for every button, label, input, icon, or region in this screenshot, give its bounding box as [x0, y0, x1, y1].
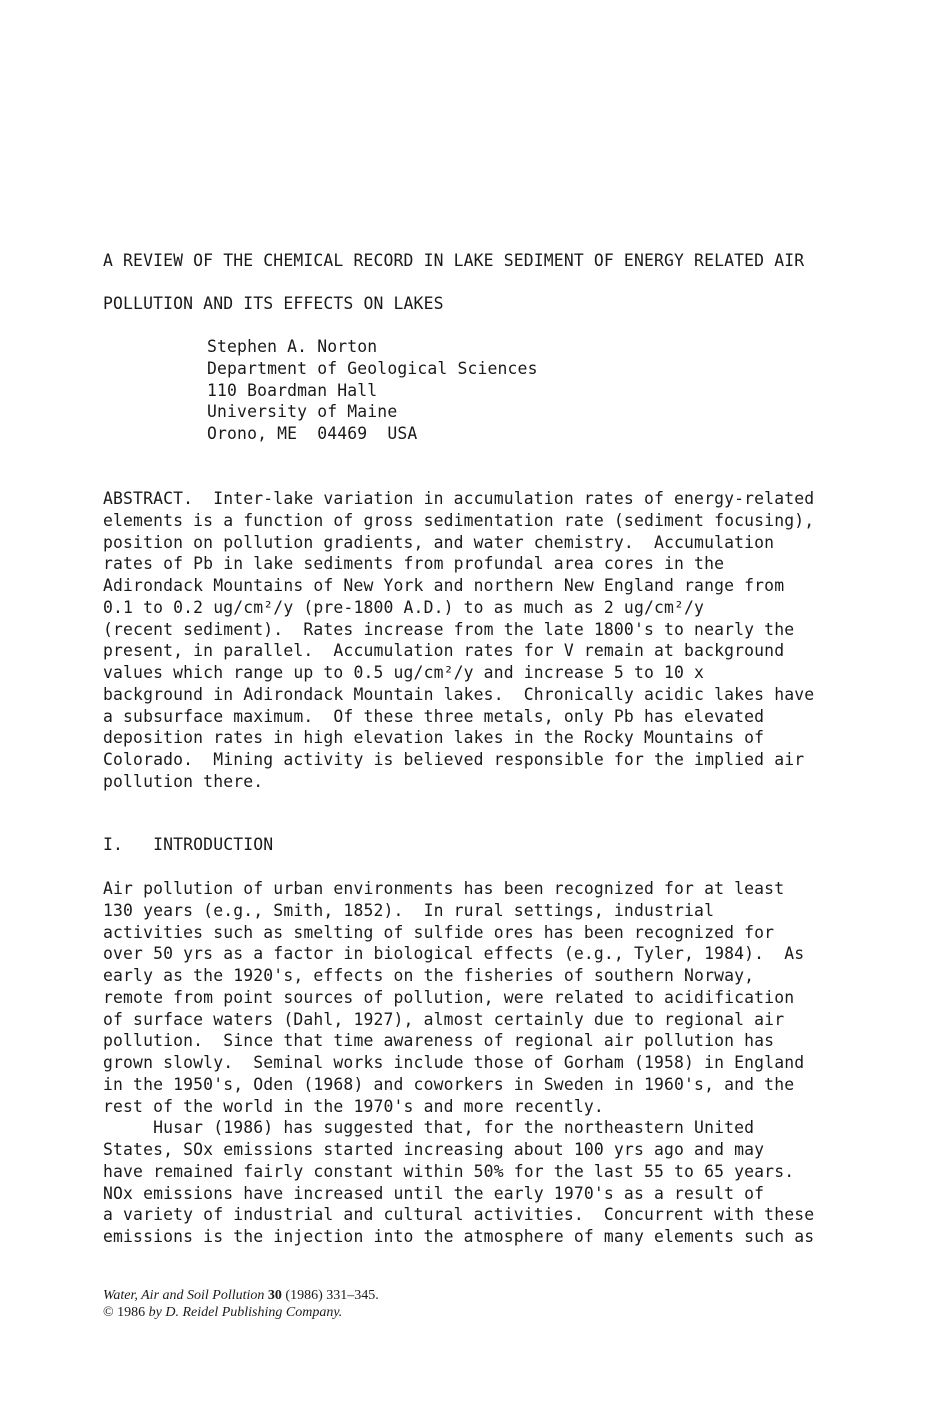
- abstract-line: Colorado. Mining activity is believed responsible for the implied air: [103, 750, 805, 769]
- abstract-line: elements is a function of gross sedimentation rate (sediment focusing),: [103, 510, 815, 530]
- abstract-line: 0.1 to 0.2 ug/cm²/y (pre-1800 A.D.) to as much as 2 ug/cm²/y: [103, 597, 705, 617]
- copyright-year: 1986: [117, 1305, 146, 1320]
- author-university: University of Maine: [207, 402, 398, 422]
- journal-citation: [103, 1287, 603, 1304]
- journal-volume: 30: [267, 1288, 282, 1303]
- copyright-symbol: ©: [103, 1305, 114, 1320]
- title-line: A REVIEW OF THE CHEMICAL RECORD IN LAKE SEDIMENT OF ENERGY RELATED AIR: [103, 250, 805, 270]
- paper-title: [103, 228, 863, 336]
- abstract-line: Adirondack Mountains of New York and northern New England range from: [103, 576, 785, 595]
- abstract-line: values which range up to 0.5 ug/cm²/y and increase 5 to 10 x: [103, 663, 705, 682]
- author-block: [207, 336, 707, 445]
- intro-line: in the 1950's, Oden (1968) and coworkers in Sweden in 1960's, and the: [103, 1074, 795, 1094]
- abstract-line: pollution there.: [103, 771, 264, 791]
- intro-line: of surface waters (Dahl, 1927), almost certainly due to regional air: [103, 1009, 785, 1029]
- intro-line: NOx emissions have increased until the early 1970's as a result of: [103, 1183, 765, 1203]
- abstract-line: ABSTRACT. Inter-lake variation in accumulation rates of energy-related: [103, 489, 815, 508]
- title-line: POLLUTION AND ITS EFFECTS ON LAKES: [103, 293, 444, 313]
- intro-line: States, SOx emissions started increasing about 100 yrs ago and may: [103, 1140, 765, 1159]
- journal-name: Water, Air and Soil Pollution: [103, 1288, 265, 1303]
- intro-line: remote from point sources of pollution, were related to acidification: [103, 987, 795, 1007]
- introduction-body: [103, 878, 863, 1248]
- intro-line: have remained fairly constant within 50% for the last 55 to 65 years.: [103, 1161, 795, 1181]
- author-name: Stephen A. Norton: [207, 337, 378, 356]
- intro-line: early as the 1920's, effects on the fisheries of southern Norway,: [103, 966, 755, 985]
- author-city: Orono, ME 04469 USA: [207, 424, 418, 444]
- intro-line: a variety of industrial and cultural activities. Concurrent with these: [103, 1205, 815, 1225]
- author-department: Department of Geological Sciences: [207, 358, 538, 378]
- intro-line: 130 years (e.g., Smith, 1852). In rural settings, industrial: [103, 900, 715, 920]
- abstract: [103, 488, 863, 793]
- publisher-name: by D. Reidel Publishing Company.: [148, 1305, 343, 1320]
- intro-line: grown slowly. Seminal works include those of Gorham (1958) in England: [103, 1053, 805, 1072]
- abstract-line: rates of Pb in lake sediments from profundal area cores in the: [103, 554, 725, 574]
- abstract-line: background in Adirondack Mountain lakes. Chronically acidic lakes have: [103, 684, 815, 704]
- intro-line: emissions is the injection into the atmosphere of many elements such as: [103, 1227, 815, 1246]
- intro-line: over 50 yrs as a factor in biological effects (e.g., Tyler, 1984). As: [103, 944, 805, 964]
- intro-line: activities such as smelting of sulfide ores has been recognized for: [103, 922, 775, 942]
- abstract-line: position on pollution gradients, and water chemistry. Accumulation: [103, 532, 775, 552]
- intro-line: Husar (1986) has suggested that, for the northeastern United: [103, 1118, 755, 1138]
- abstract-line: a subsurface maximum. Of these three metals, only Pb has elevated: [103, 706, 765, 726]
- citation-footer: [103, 1287, 603, 1321]
- journal-pages: (1986) 331–345.: [285, 1288, 379, 1303]
- author-address: 110 Boardman Hall: [207, 380, 378, 400]
- intro-line: pollution. Since that time awareness of regional air pollution has: [103, 1031, 775, 1051]
- abstract-line: deposition rates in high elevation lakes in the Rocky Mountains of: [103, 728, 765, 748]
- intro-line: rest of the world in the 1970's and more recently.: [103, 1096, 604, 1116]
- intro-line: Air pollution of urban environments has been recognized for at least: [103, 879, 785, 898]
- section-heading: I. INTRODUCTION: [103, 835, 274, 854]
- abstract-line: (recent sediment). Rates increase from the late 1800's to nearly the: [103, 619, 795, 639]
- abstract-line: present, in parallel. Accumulation rates for V remain at background: [103, 641, 785, 661]
- copyright-line: [103, 1304, 603, 1321]
